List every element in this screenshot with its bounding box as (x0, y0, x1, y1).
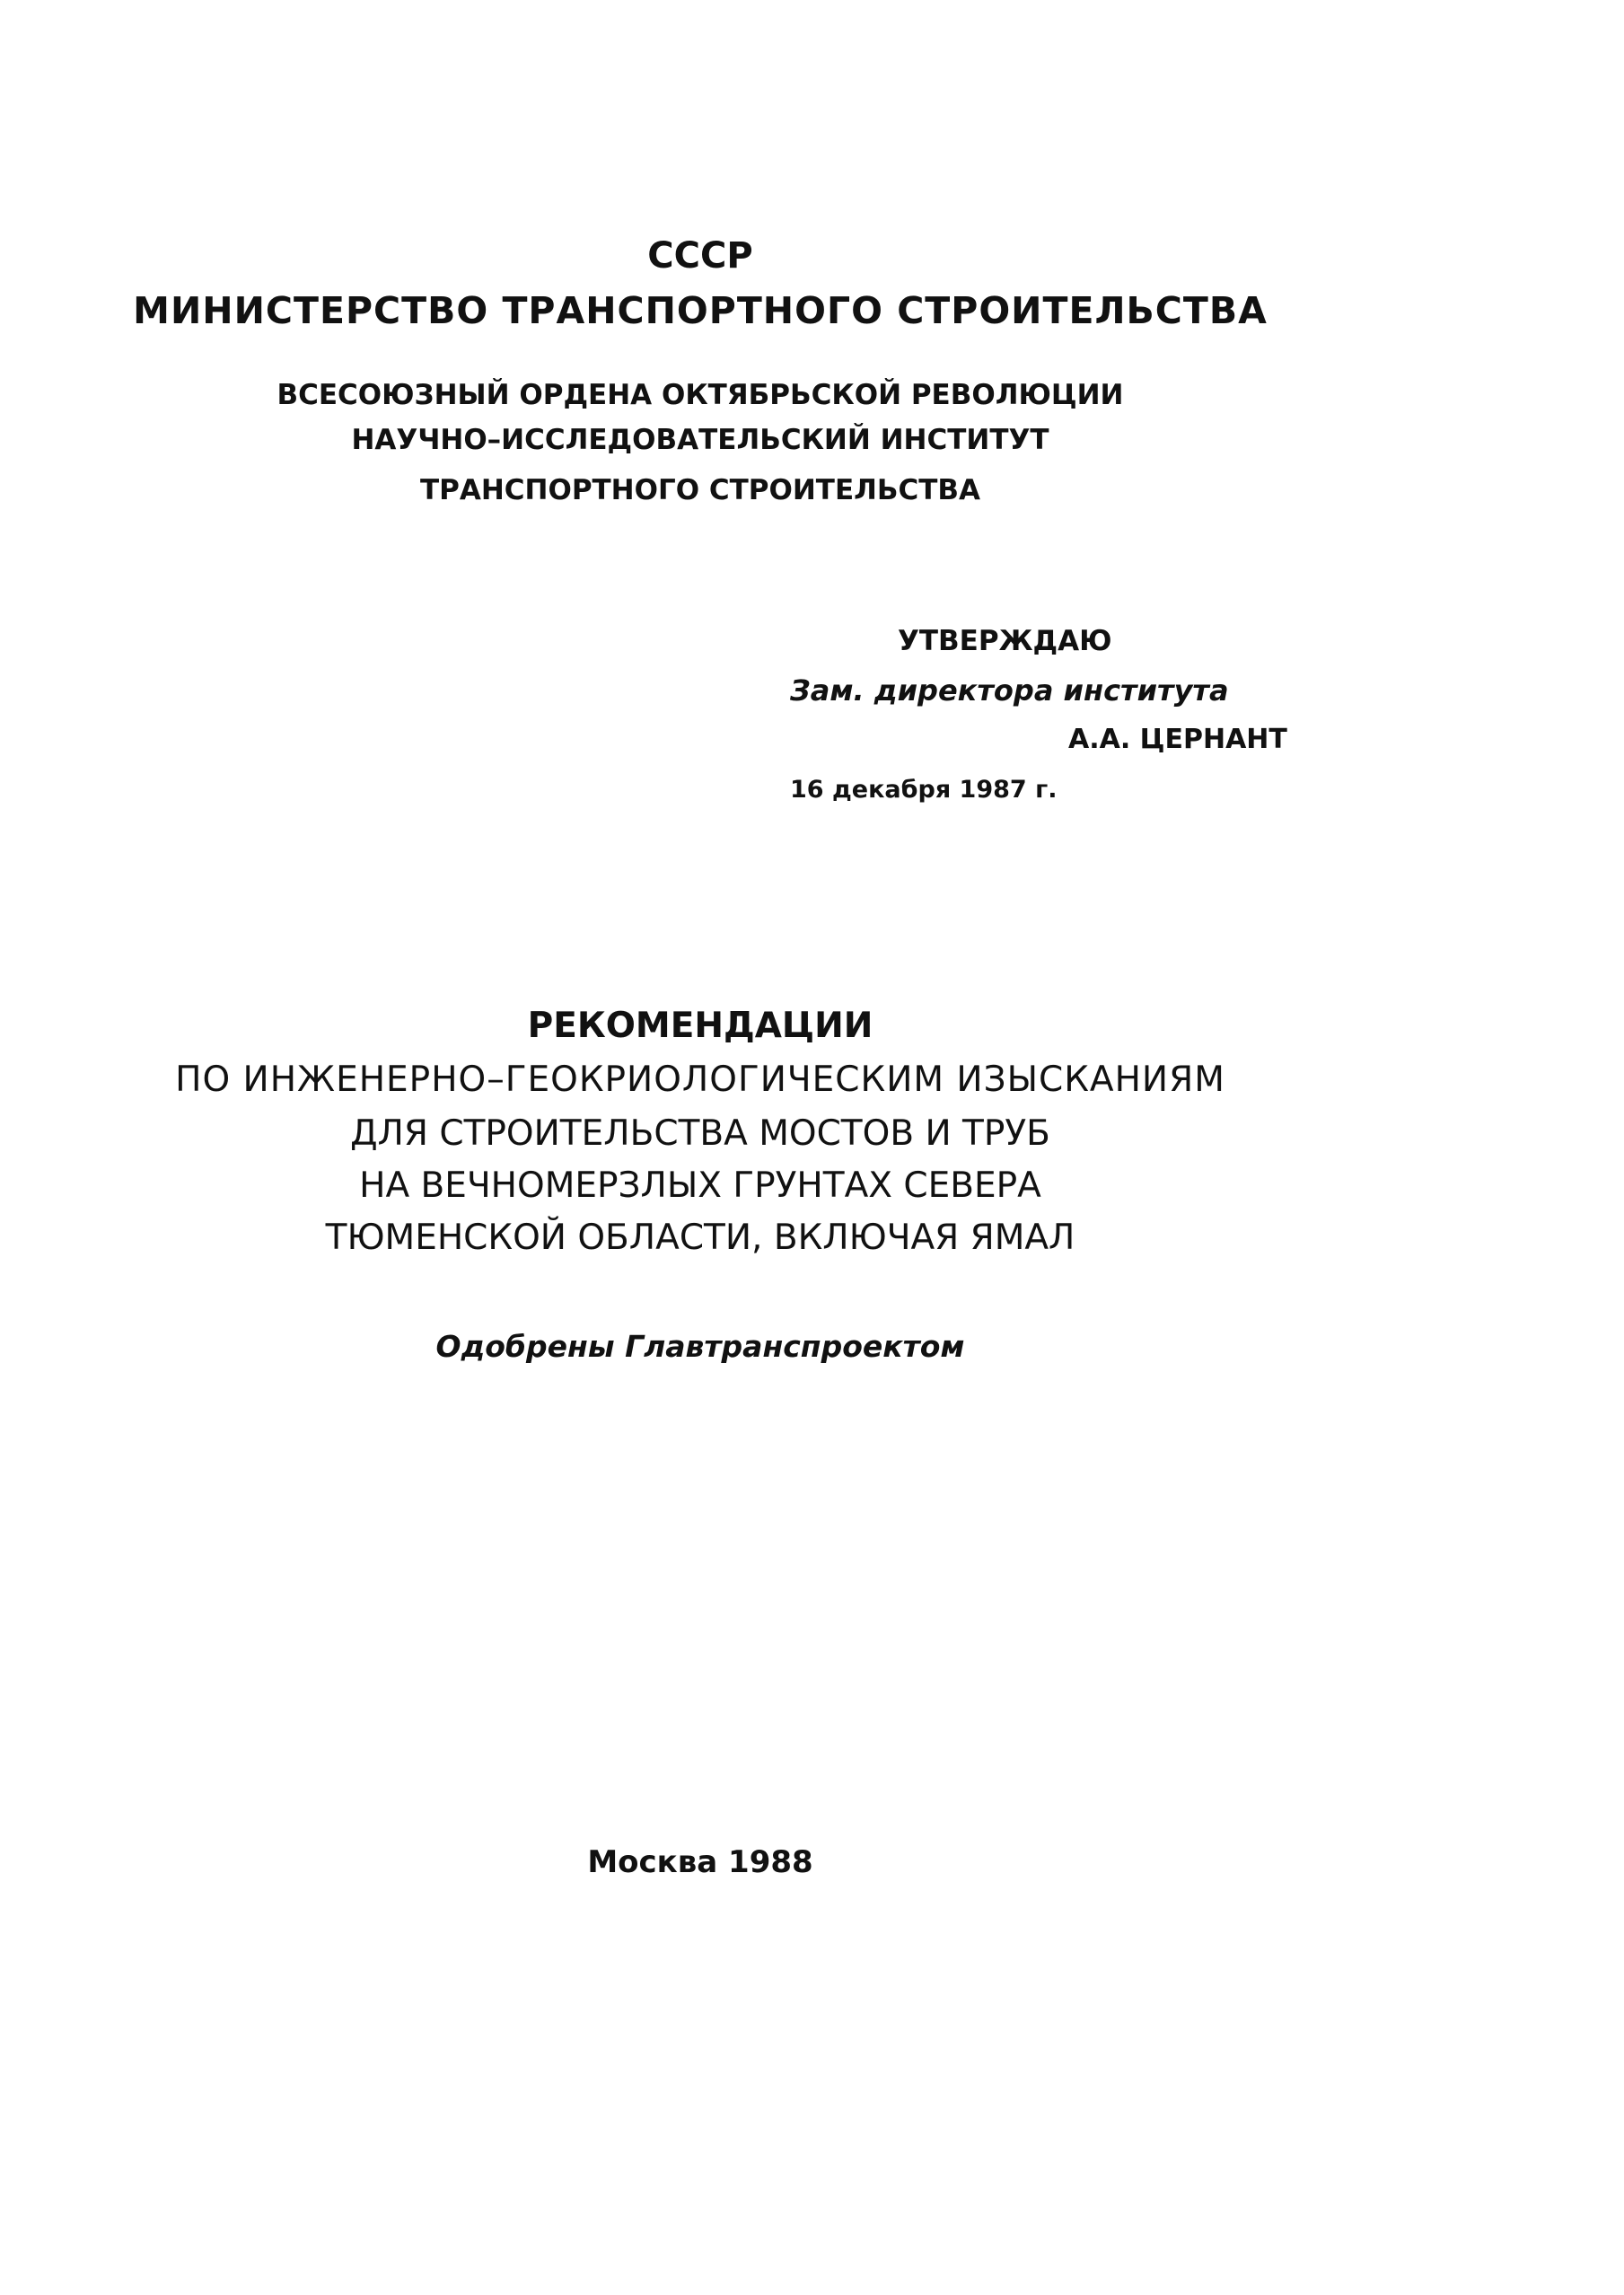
country-heading: СССР (647, 235, 753, 277)
approved-by-note: Одобрены Главтранспроектом (435, 1329, 965, 1364)
document-title-line-3: ДЛЯ СТРОИТЕЛЬСТВА МОСТОВ И ТРУБ (350, 1113, 1050, 1154)
ministry-heading: МИНИСТЕРСТВО ТРАНСПОРТНОГО СТРОИТЕЛЬСТВА (133, 289, 1268, 332)
approval-name: А.А. ЦЕРНАНТ (1068, 724, 1287, 755)
approval-word: УТВЕРЖДАЮ (898, 625, 1112, 657)
approval-position: Зам. директора института (790, 673, 1229, 708)
city-year: Москва 1988 (587, 1844, 813, 1880)
document-title-line-2: ПО ИНЖЕНЕРНО–ГЕОКРИОЛОГИЧЕСКИМ ИЗЫСКАНИЯМ (175, 1060, 1225, 1100)
institute-line-3: ТРАНСПОРТНОГО СТРОИТЕЛЬСТВА (419, 474, 981, 506)
document-title-line-4: НА ВЕЧНОМЕРЗЛЫХ ГРУНТАХ СЕВЕРА (359, 1165, 1041, 1206)
document-title-line-1: РЕКОМЕНДАЦИИ (527, 1006, 873, 1046)
institute-line-2: НАУЧНО–ИССЛЕДОВАТЕЛЬСКИЙ ИНСТИТУТ (351, 424, 1049, 456)
approval-date: 16 декабря 1987 г. (790, 776, 1058, 804)
document-title-line-5: ТЮМЕНСКОЙ ОБЛАСТИ, ВКЛЮЧАЯ ЯМАЛ (325, 1218, 1075, 1258)
institute-line-1: ВСЕСОЮЗНЫЙ ОРДЕНА ОКТЯБРЬСКОЙ РЕВОЛЮЦИИ (277, 379, 1124, 411)
